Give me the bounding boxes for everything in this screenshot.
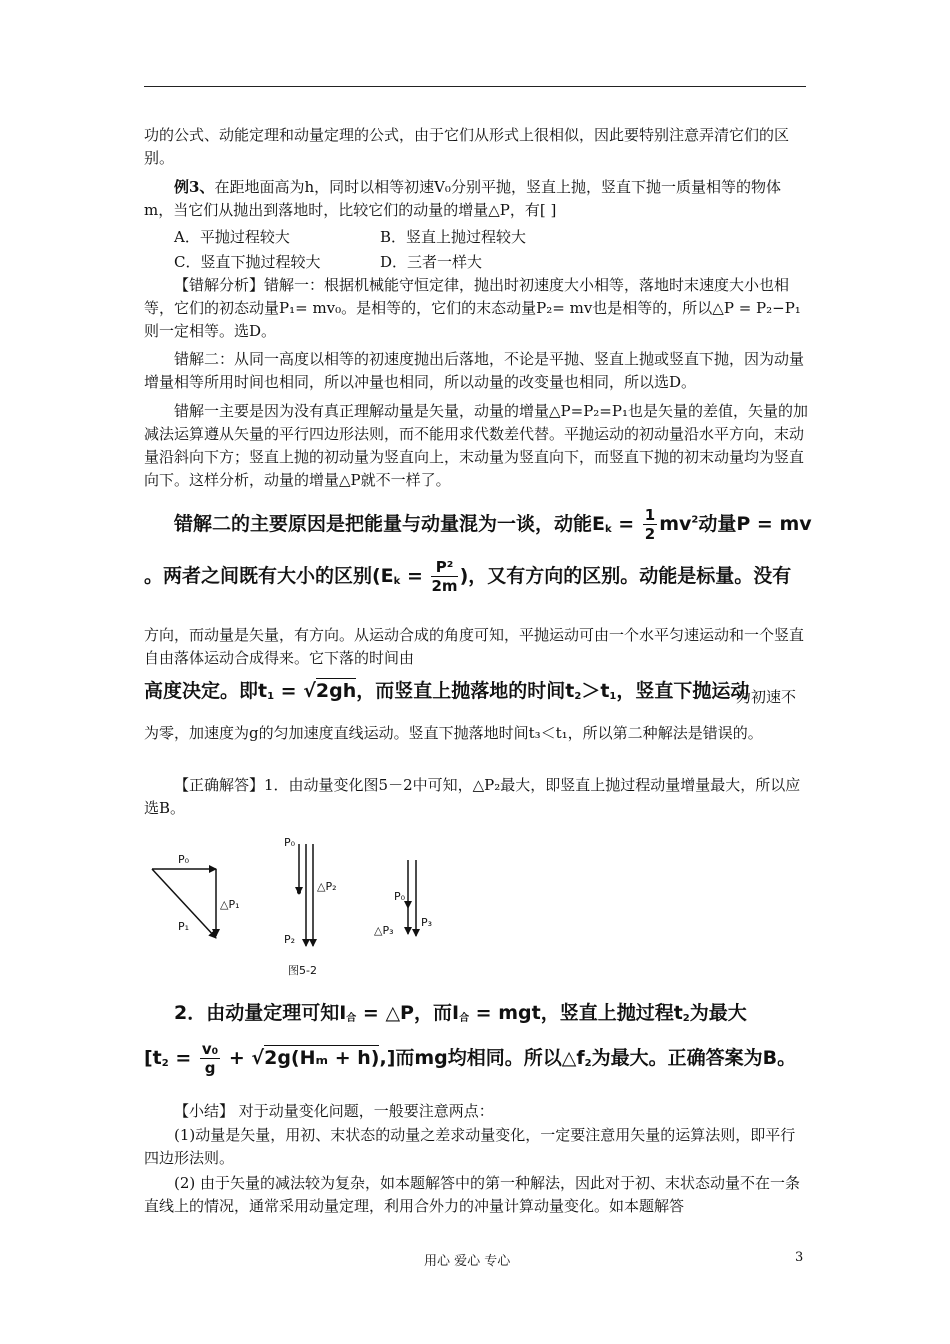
- example-text: 在距地面高为h，同时以相等初速V₀分别平抛，竖直上抛，竖直下抛一质量相等的物体m，当它们从抛出到落地时，比较它们的动量的增量△P，有[ ]: [144, 178, 781, 219]
- label-p1: P₁: [178, 920, 190, 933]
- paragraph-direction: 方向，而动量是矢量，有方向。从运动合成的角度可知，平抛运动可由一个水平匀速运动和一个竖直自由落体运动合成得来。它下落的时间由: [144, 626, 805, 667]
- equation-time-tail: 为初速不: [736, 688, 797, 706]
- label-p0-b: P₀: [284, 836, 296, 849]
- page-number: 3: [795, 1250, 804, 1265]
- figure-5-2: [140, 828, 440, 984]
- label-p0-a: P₀: [178, 853, 190, 866]
- label-dp2: △P₂: [317, 880, 337, 893]
- option-c: C．竖直下抛过程较大: [174, 253, 321, 271]
- paragraph-nonzero: 为零，加速度为g的匀加速度直线运动。竖直下抛落地时间t₃＜t₁，所以第二种解法是错误的。: [144, 724, 763, 742]
- label-dp3: △P₃: [374, 924, 394, 937]
- correct-answer: 【正确解答】1．由动量变化图5－2中可知，△P₂最大，即竖直上抛过程动量增量最大，所以应选B。: [144, 776, 801, 817]
- equation-t2: [$t_2$ = $\frac{\text{v₀}}{g}$ + √2g(Hₘ + h),]而mg均相同。所以$\triangle f_2$为最大。正确答案为B。: [144, 1040, 797, 1077]
- wrong-analysis-2: 错解二：从同一高度以相等的初速度抛出后落地，不论是平抛、竖直上抛或竖直下抛，因为动量增量相等所用时间也相同，所以冲量也相同，所以动量的改变量也相同，所以选D。: [144, 350, 805, 391]
- equation-kinetic-energy: 错解二的主要原因是把能量与动量混为一谈，动能$E_k$ = $\frac{1}{2}$ $mv^2$动量P = mv: [174, 506, 812, 543]
- header-rule: [144, 86, 806, 87]
- equation-ek-p: 。两者之间既有大小的区别($E_k$ = $\frac{\text{P²}}{2m}$ )，又有方向的区别。动能是标量。没有: [144, 558, 792, 595]
- figure-caption: 图5-2: [288, 964, 317, 977]
- equation-time: 高度决定。即$t_1 = √2gh$，而竖直上抛落地的时间$t_2>t_1$，竖直下抛运动: [144, 680, 750, 702]
- option-a: A．平抛过程较大: [174, 228, 290, 246]
- label-dp1: △P₁: [220, 898, 240, 911]
- wrong-analysis-3: 错解一主要是因为没有真正理解动量是矢量，动量的增量△P=P₂=P₁也是矢量的差值，矢量的加减法运算遵从矢量的平行四边形法则，而不能用求代数差代替。平抛运动的初动量沿水平方向，末动量沿斜向下方；竖直上抛的初动量为竖直向上，末动量为竖直向下，而竖直下抛的初末动量均为竖直向下。这样分析，动量的增量△P就不一样了。: [144, 402, 808, 489]
- option-d: D．三者一样大: [380, 253, 483, 271]
- equation-impulse: 2．由动量定理可知$I_合$ = △P，而$I_合$ = mgt，竖直上抛过程$t_2$为最大: [174, 1002, 747, 1024]
- option-b: B．竖直上抛过程较大: [380, 228, 527, 246]
- footer-motto: 用心 爱心 专心: [424, 1254, 511, 1269]
- summary-point-2: (2) 由于矢量的减法较为复杂，如本题解答中的第一种解法，因此对于初、末状态动量不在一条直线上的情况，通常采用动量定理，利用合外力的冲量计算动量变化。如本题解答: [144, 1174, 801, 1215]
- summary-point-1: (1)动量是矢量，用初、末状态的动量之差求动量变化，一定要注意用矢量的运算法则，即平行四边形法则。: [144, 1126, 796, 1167]
- label-p3: P₃: [421, 916, 433, 929]
- summary-heading: 【小结】 对于动量变化问题，一般要注意两点：: [174, 1102, 494, 1120]
- wrong-analysis-1: 【错解分析】错解一：根据机械能守恒定律，抛出时初速度大小相等，落地时末速度大小也相等，它们的初态动量P₁= mv₀。是相等的，它们的末态动量P₂= mv也是相等的，所以△P = P₂−P₁则一定相等。选D。: [144, 276, 801, 340]
- example-3: [144, 176, 808, 222]
- label-p0-c: P₀: [394, 890, 406, 903]
- paragraph-formula-intro: 功的公式、动能定理和动量定理的公式，由于它们从形式上很相似，因此要特别注意弄清它们的区别。: [144, 126, 790, 167]
- example-label: 例3、: [174, 178, 215, 196]
- label-p2: P₂: [284, 933, 296, 946]
